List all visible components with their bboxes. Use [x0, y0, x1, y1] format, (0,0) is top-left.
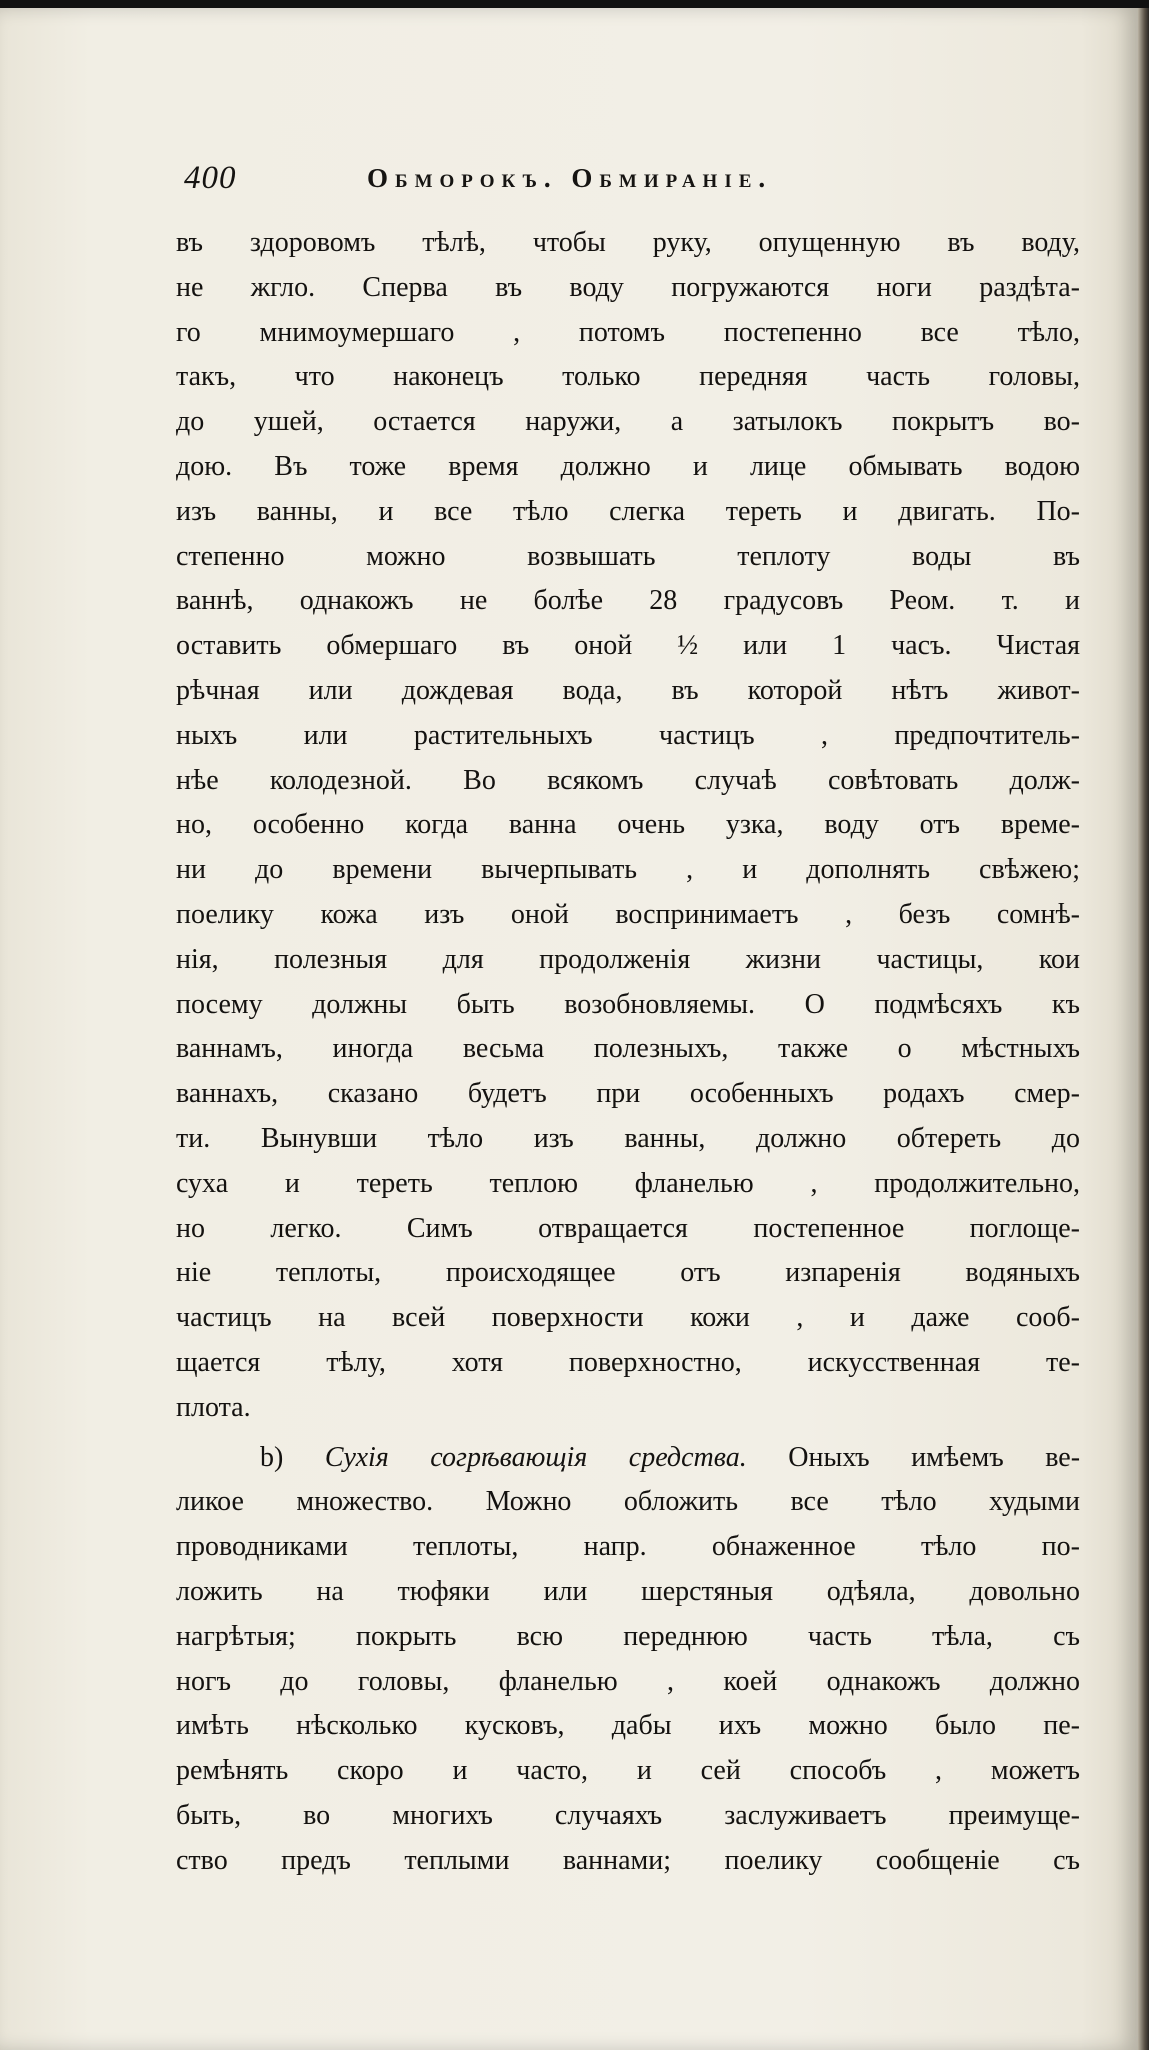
text-line: но, особенно когда ванна очень узка, воду отъ време- — [176, 809, 1080, 841]
section-b-marker: b) — [260, 1441, 284, 1473]
text-line: изъ ванны, и все тѣло слегка тереть и двигать. По- — [176, 495, 1080, 527]
paragraph-section-b — [176, 1480, 1080, 1883]
section-b-heading: Сухiя согрѣвающiя средства. — [324, 1441, 747, 1473]
text-line: поелику кожа изъ оной воспринимаетъ , безъ сомнѣ- — [176, 898, 1080, 930]
text-line: ваннамъ, иногда весьма полезныхъ, также о мѣстныхъ — [176, 1033, 1080, 1065]
text-line: ныхъ или растительныхъ частицъ , предпочтитель- — [176, 719, 1080, 751]
text-line: ногъ до головы, фланелью , коей однакожъ должно — [176, 1665, 1080, 1697]
text-line: плота. — [176, 1391, 251, 1423]
text-line: степенно можно возвышать теплоту воды въ — [176, 540, 1080, 572]
text-line: посему должны быть возобновляемы. О подмѣсяхъ къ — [176, 988, 1080, 1020]
section-b-first-line-rest: Оныхъ имѣемъ ве- — [788, 1441, 1081, 1473]
scan-top-border — [0, 0, 1149, 8]
text-line: оставить обмершаго въ оной ½ или 1 часъ. Чистая — [176, 630, 1080, 662]
text-line: имѣть нѣсколько кусковъ, дабы ихъ можно было пе- — [176, 1710, 1080, 1742]
text-line: ваннахъ, сказано будетъ при особенныхъ родахъ смер- — [176, 1078, 1080, 1110]
text-line: ликое множество. Можно обложить все тѣло худыми — [176, 1486, 1080, 1518]
text-line: такъ, что наконецъ только передняя часть головы, — [176, 361, 1080, 393]
text-line: ти. Вынувши тѣло изъ ванны, должно обтереть до — [176, 1122, 1080, 1154]
text-line: ваннѣ, однакожъ не болѣе 28 градусовъ Реом. т. и — [176, 585, 1080, 617]
page-header — [184, 160, 944, 204]
text-line: но легко. Симъ отвращается постепенное поглоще- — [176, 1212, 1080, 1244]
text-line: нѣе колодезной. Во всякомъ случаѣ совѣтовать долж- — [176, 764, 1080, 796]
text-line: въ здоровомъ тѣлѣ, чтобы руку, опущенную въ воду, — [176, 227, 1080, 258]
text-line: быть, во многихъ случаяхъ заслуживаетъ преимуще- — [176, 1799, 1080, 1831]
text-line: го мнимоумершаго , потомъ постепенно все тѣло, — [176, 316, 1080, 348]
text-line: суха и тереть теплою фланелью , продолжительно, — [176, 1167, 1080, 1199]
page-edge-shadow — [1138, 8, 1149, 2050]
text-line: щается тѣлу, хотя поверхностно, искусственная те- — [176, 1346, 1080, 1378]
text-line: не жгло. Сперва въ воду погружаются ноги раздѣта- — [176, 271, 1080, 303]
text-line: дою. Въ тоже время должно и лице обмывать водою — [176, 450, 1080, 482]
book-page — [0, 8, 1138, 2050]
text-line: частицъ на всей поверхности кожи , и даже сооб- — [176, 1302, 1080, 1334]
text-line: ство предъ теплыми ваннами; поелику сообщенiе съ — [176, 1844, 1080, 1876]
text-line: ремѣнять скоро и часто, и сей способъ , можетъ — [176, 1755, 1080, 1787]
running-head: Обморокъ. Обмиранie. — [367, 163, 773, 193]
text-line: проводниками теплоты, напр. обнаженное тѣло по- — [176, 1531, 1080, 1563]
page-number: 400 — [184, 160, 237, 196]
text-line: нагрѣтыя; покрыть всю переднюю часть тѣла, съ — [176, 1620, 1080, 1652]
text-line: до ушей, остается наружи, а затылокъ покрытъ во- — [176, 406, 1080, 438]
text-line: ни до времени вычерпывать , и дополнять свѣжею; — [176, 854, 1080, 886]
text-line: ложить на тюфяки или шерстяныя одѣяла, довольно — [176, 1575, 1080, 1607]
text-line: рѣчная или дождевая вода, въ которой нѣтъ живот- — [176, 674, 1080, 706]
paragraph-main — [176, 221, 1080, 1431]
text-line: нiя, полезныя для продолженiя жизни частицы, кои — [176, 943, 1080, 975]
body-text — [176, 221, 1080, 1883]
section-b-first-line — [176, 1436, 1080, 1481]
text-line: нiе теплоты, происходящее отъ изпаренiя водяныхъ — [176, 1257, 1080, 1289]
